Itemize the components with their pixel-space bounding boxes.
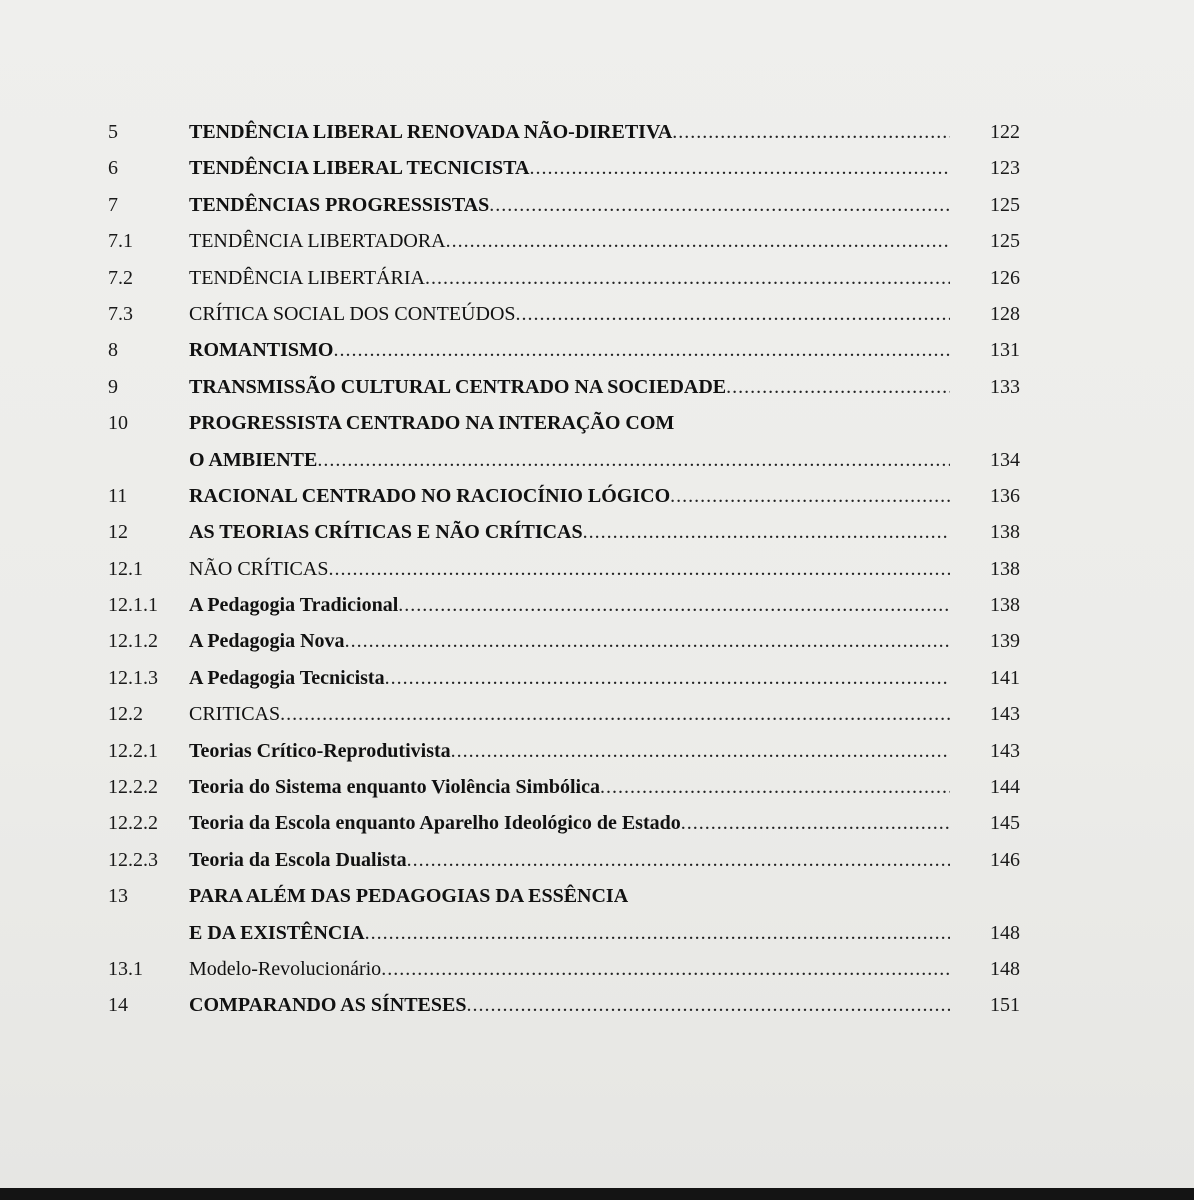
toc-entry-title-line <box>189 260 950 296</box>
toc-entry-page-number: 143 <box>990 703 1020 726</box>
toc-entry-title: Teoria do Sistema enquanto Violência Simbólica <box>189 776 600 799</box>
toc-entry-title-line <box>189 551 950 587</box>
dot-leader <box>529 150 950 186</box>
toc-entry-title-line <box>189 187 950 223</box>
toc-entry-title: CRITICAS <box>189 703 281 726</box>
toc-entry-page-number: 128 <box>990 302 1020 325</box>
toc-entry-page-number: 148 <box>990 957 1020 980</box>
toc-entry-title: RACIONAL CENTRADO NO RACIOCÍNIO LÓGICO <box>189 484 671 507</box>
toc-entry-page-number: 145 <box>990 812 1020 835</box>
dot-leader <box>583 514 950 550</box>
toc-entry-page-number: 131 <box>990 339 1020 362</box>
toc-entry-title-line <box>189 514 950 550</box>
toc-entry-title-line <box>189 696 950 732</box>
toc-entry-page-number: 146 <box>990 848 1020 871</box>
dot-leader <box>381 951 950 987</box>
toc-entry-page-number: 122 <box>990 121 1020 143</box>
toc-entry-row <box>108 442 1028 478</box>
toc-entry-page-number: 133 <box>990 375 1020 398</box>
toc-entry-number: 14 <box>108 994 128 1017</box>
toc-entry-number: 7.1 <box>108 230 133 253</box>
toc-entry-title-line <box>189 296 950 332</box>
toc-entry-title-line <box>189 332 950 368</box>
toc-entry-page-number: 138 <box>990 594 1020 617</box>
page-bottom-edge <box>0 1188 1194 1200</box>
toc-entry-page-number: 126 <box>990 266 1020 289</box>
toc-entry-row <box>108 587 1028 623</box>
dot-leader <box>280 696 950 732</box>
toc-entry-row <box>108 696 1028 732</box>
dot-leader <box>333 332 950 368</box>
toc-entry-number: 6 <box>108 157 118 180</box>
toc-entry-title: AS TEORIAS CRÍTICAS E NÃO CRÍTICAS <box>189 521 583 544</box>
toc-entry-title: Teoria da Escola enquanto Aparelho Ideológico de Estado <box>189 812 681 835</box>
toc-entry-row <box>108 369 1028 405</box>
toc-entry-title: Teorias Crítico-Reprodutivista <box>189 739 451 762</box>
toc-entry-number: 12.1.1 <box>108 594 158 617</box>
toc-entry-row <box>108 514 1028 550</box>
dot-leader <box>516 296 950 332</box>
toc-entry-page-number: 125 <box>990 193 1020 216</box>
dot-leader <box>365 915 950 951</box>
toc-entry-title: Teoria da Escola Dualista <box>189 848 407 871</box>
toc-entry-row <box>108 623 1028 659</box>
dot-leader <box>672 114 950 150</box>
toc-entry-row <box>108 733 1028 769</box>
toc-entry-page-number: 148 <box>990 921 1020 944</box>
table-of-contents <box>108 114 1028 1024</box>
toc-entry-title-line <box>189 987 950 1023</box>
toc-entry-row <box>108 842 1028 878</box>
toc-entry-title-line <box>189 369 950 405</box>
dot-leader <box>600 769 950 805</box>
toc-entry-page-number: 151 <box>990 994 1020 1017</box>
toc-entry-number: 8 <box>108 339 118 362</box>
toc-entry-page-number: 143 <box>990 739 1020 762</box>
toc-entry-title-line <box>189 878 950 914</box>
dot-leader <box>489 187 950 223</box>
dot-leader <box>407 842 950 878</box>
toc-entry-page-number: 136 <box>990 484 1020 507</box>
toc-entry-page-number: 139 <box>990 630 1020 653</box>
toc-entry-page-number: 138 <box>990 521 1020 544</box>
toc-entry-title-line <box>189 769 950 805</box>
dot-leader <box>328 551 950 587</box>
toc-entry-title: TENDÊNCIA LIBERAL TECNICISTA <box>189 157 530 180</box>
toc-entry-title: TENDÊNCIA LIBERTÁRIA <box>189 266 425 289</box>
toc-entry-title-line <box>189 442 950 478</box>
toc-entry-row <box>108 805 1028 841</box>
toc-entry-row <box>108 478 1028 514</box>
dot-leader <box>425 260 950 296</box>
toc-entry-title: TENDÊNCIAS PROGRESSISTAS <box>189 193 490 216</box>
toc-entry-title: O AMBIENTE <box>189 448 318 471</box>
toc-entry-title: TRANSMISSÃO CULTURAL CENTRADO NA SOCIEDADE <box>189 375 727 398</box>
toc-entry-title-line <box>189 915 950 951</box>
toc-entry-title-line <box>189 114 950 150</box>
toc-entry-number: 13.1 <box>108 957 143 980</box>
toc-entry-title: E DA EXISTÊNCIA <box>189 921 365 944</box>
toc-entry-row <box>108 769 1028 805</box>
toc-entry-row <box>108 223 1028 259</box>
toc-entry-row <box>108 114 1028 150</box>
dot-leader <box>466 987 950 1023</box>
toc-entry-row <box>108 296 1028 332</box>
toc-entry-title-line <box>189 150 950 186</box>
toc-entry-row <box>108 260 1028 296</box>
toc-entry-row <box>108 332 1028 368</box>
toc-entry-number: 7 <box>108 193 118 216</box>
toc-entry-page-number: 144 <box>990 776 1020 799</box>
toc-entry-title-line <box>189 660 950 696</box>
toc-entry-row <box>108 987 1028 1023</box>
toc-entry-title-line <box>189 951 950 987</box>
toc-entry-row <box>108 878 1028 914</box>
toc-entry-page-number: 141 <box>990 666 1020 689</box>
toc-entry-number: 12.1.2 <box>108 630 158 653</box>
toc-entry-page-number: 125 <box>990 230 1020 253</box>
toc-entry-row <box>108 405 1028 441</box>
toc-entry-number: 9 <box>108 375 118 398</box>
toc-entry-number: 10 <box>108 412 128 435</box>
toc-entry-number: 13 <box>108 885 128 908</box>
toc-entry-title-line <box>189 805 950 841</box>
dot-leader <box>681 805 950 841</box>
toc-entry-number: 12 <box>108 521 128 544</box>
toc-entry-number: 5 <box>108 121 118 143</box>
dot-leader <box>345 623 950 659</box>
toc-entry-number: 7.2 <box>108 266 133 289</box>
toc-entry-number: 12.2 <box>108 703 143 726</box>
toc-entry-title: ROMANTISMO <box>189 339 334 362</box>
toc-entry-number: 12.2.1 <box>108 739 158 762</box>
dot-leader <box>726 369 950 405</box>
toc-entry-title: TENDÊNCIA LIBERAL RENOVADA NÃO-DIRETIVA <box>189 121 673 143</box>
toc-entry-row <box>108 187 1028 223</box>
toc-entry-title: NÃO CRÍTICAS <box>189 557 329 580</box>
toc-entry-page-number: 123 <box>990 157 1020 180</box>
toc-entry-row <box>108 951 1028 987</box>
dot-leader <box>446 223 950 259</box>
toc-entry-title: Modelo-Revolucionário <box>189 957 382 980</box>
toc-entry-number: 7.3 <box>108 302 133 325</box>
toc-entry-row <box>108 551 1028 587</box>
toc-entry-title: CRÍTICA SOCIAL DOS CONTEÚDOS <box>189 302 516 325</box>
dot-leader <box>317 442 950 478</box>
toc-entry-title-line <box>189 405 950 441</box>
dot-leader <box>670 478 950 514</box>
toc-entry-page-number: 138 <box>990 557 1020 580</box>
toc-entry-title-line <box>189 623 950 659</box>
toc-entry-number: 12.2.2 <box>108 776 158 799</box>
toc-entry-number: 12.2.2 <box>108 812 158 835</box>
toc-entry-title-line <box>189 733 950 769</box>
toc-entry-number: 12.1 <box>108 557 143 580</box>
toc-entry-row <box>108 915 1028 951</box>
toc-entry-title-line <box>189 223 950 259</box>
toc-entry-title-line <box>189 842 950 878</box>
toc-entry-number: 12.2.3 <box>108 848 158 871</box>
toc-entry-row <box>108 150 1028 186</box>
toc-entry-title-line <box>189 587 950 623</box>
toc-entry-page-number: 134 <box>990 448 1020 471</box>
toc-entry-title: A Pedagogia Tecnicista <box>189 666 385 689</box>
toc-entry-title: PROGRESSISTA CENTRADO NA INTERAÇÃO COM <box>189 412 675 435</box>
toc-entry-title: TENDÊNCIA LIBERTADORA <box>189 230 446 253</box>
toc-entry-number: 11 <box>108 484 128 507</box>
toc-entry-number: 12.1.3 <box>108 666 158 689</box>
toc-entry-title-line <box>189 478 950 514</box>
toc-entry-row <box>108 660 1028 696</box>
toc-entry-title: A Pedagogia Nova <box>189 630 345 653</box>
dot-leader <box>451 733 950 769</box>
toc-entry-title: COMPARANDO AS SÍNTESES <box>189 994 467 1017</box>
toc-entry-title: A Pedagogia Tradicional <box>189 594 399 617</box>
dot-leader <box>385 660 950 696</box>
dot-leader <box>398 587 950 623</box>
toc-entry-title: PARA ALÉM DAS PEDAGOGIAS DA ESSÊNCIA <box>189 885 629 908</box>
